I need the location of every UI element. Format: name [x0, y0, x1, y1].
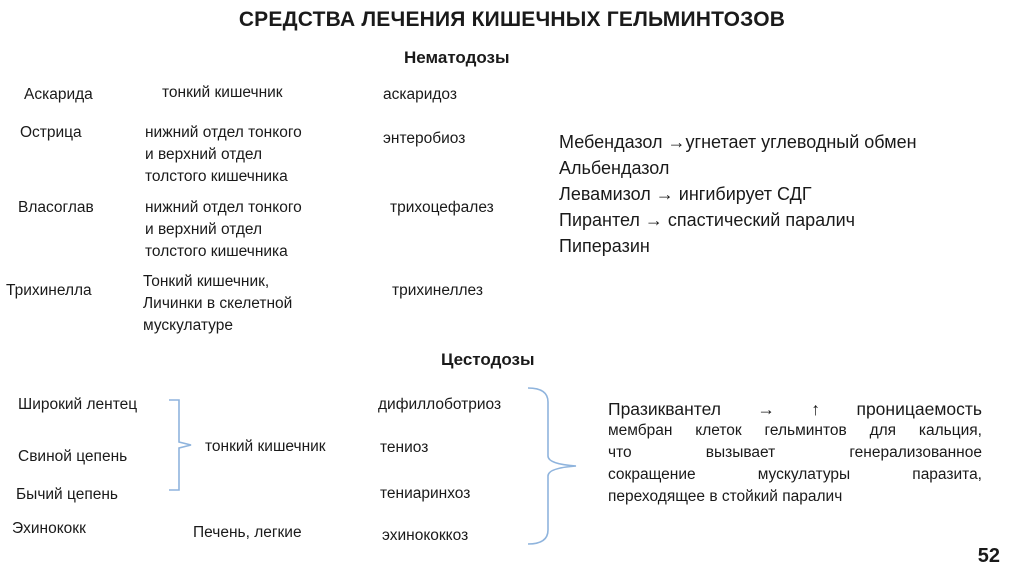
parasite-broad-tapeworm: Широкий лентец [18, 396, 138, 413]
disease-trichuriasis: трихоцефалез [390, 199, 494, 216]
disease-trichinellosis: трихинеллез [392, 282, 483, 299]
location-line: Личинки в скелетной [143, 295, 293, 312]
location-line: и верхний отдел [145, 221, 263, 238]
disease-ascariasis: аскаридоз [383, 86, 457, 103]
location-whipworm [145, 197, 302, 263]
location-pinworm [145, 122, 302, 188]
location-line: мускулатуре [143, 317, 233, 334]
drug-line: что вызывает генерализованное [608, 444, 982, 461]
praziquantel-description [608, 398, 982, 508]
drug-line: Празиквантел → ↑ проницаемость [608, 399, 982, 419]
location-line: толстого кишечника [145, 243, 288, 260]
drug-line: переходящее в стойкий паралич [608, 488, 843, 505]
parasite-pork-tapeworm: Свиной цепень [18, 448, 128, 465]
drug-mebendazole: Мебендазол →угнетает углеводный обмен [559, 132, 917, 152]
parasite-echinococcus: Эхинококк [12, 520, 86, 537]
location-trichinella [143, 271, 292, 337]
drug-piperazine: Пиперазин [559, 236, 650, 256]
brace-right [524, 384, 580, 548]
disease-teniarhynchosis: тениаринхоз [380, 485, 471, 502]
disease-echinococcosis: эхинококкоз [382, 527, 469, 544]
page-number: 52 [977, 545, 1000, 567]
parasite-pinworm: Острица [20, 124, 82, 141]
location-small-intestine: тонкий кишечник [205, 438, 326, 455]
drug-levamisole: Левамизол → ингибирует СДГ [559, 184, 812, 204]
cestodes-heading: Цестодозы [441, 350, 535, 369]
parasite-whipworm: Власоглав [18, 199, 94, 216]
nematode-drugs-list [559, 129, 917, 259]
location-line: Тонкий кишечник, [143, 273, 270, 290]
location-ascaris: тонкий кишечник [162, 84, 283, 101]
location-line: нижний отдел тонкого [145, 124, 302, 141]
location-line: нижний отдел тонкого [145, 199, 302, 216]
parasite-beef-tapeworm: Бычий цепень [16, 486, 118, 503]
parasite-trichinella: Трихинелла [6, 282, 92, 299]
drug-albendazole: Альбендазол [559, 158, 670, 178]
disease-enterobiasis: энтеробиоз [383, 130, 466, 147]
location-line: и верхний отдел [145, 146, 263, 163]
nematodes-heading: Нематодозы [404, 48, 510, 67]
location-liver-lungs: Печень, легкие [193, 524, 302, 541]
disease-teniasis: тениоз [380, 439, 429, 456]
drug-pyrantel: Пирантел → спастический паралич [559, 210, 856, 230]
drug-line: сокращение мускулатуры паразита, [608, 466, 982, 483]
disease-diphyllobothriasis: дифиллоботриоз [378, 396, 502, 413]
slide-title: СРЕДСТВА ЛЕЧЕНИЯ КИШЕЧНЫХ ГЕЛЬМИНТОЗОВ [238, 8, 786, 31]
location-line: толстого кишечника [145, 168, 288, 185]
parasite-ascaris: Аскарида [24, 86, 93, 103]
brace-left [165, 396, 195, 494]
drug-line: мембран клеток гельминтов для кальция, [608, 422, 982, 439]
